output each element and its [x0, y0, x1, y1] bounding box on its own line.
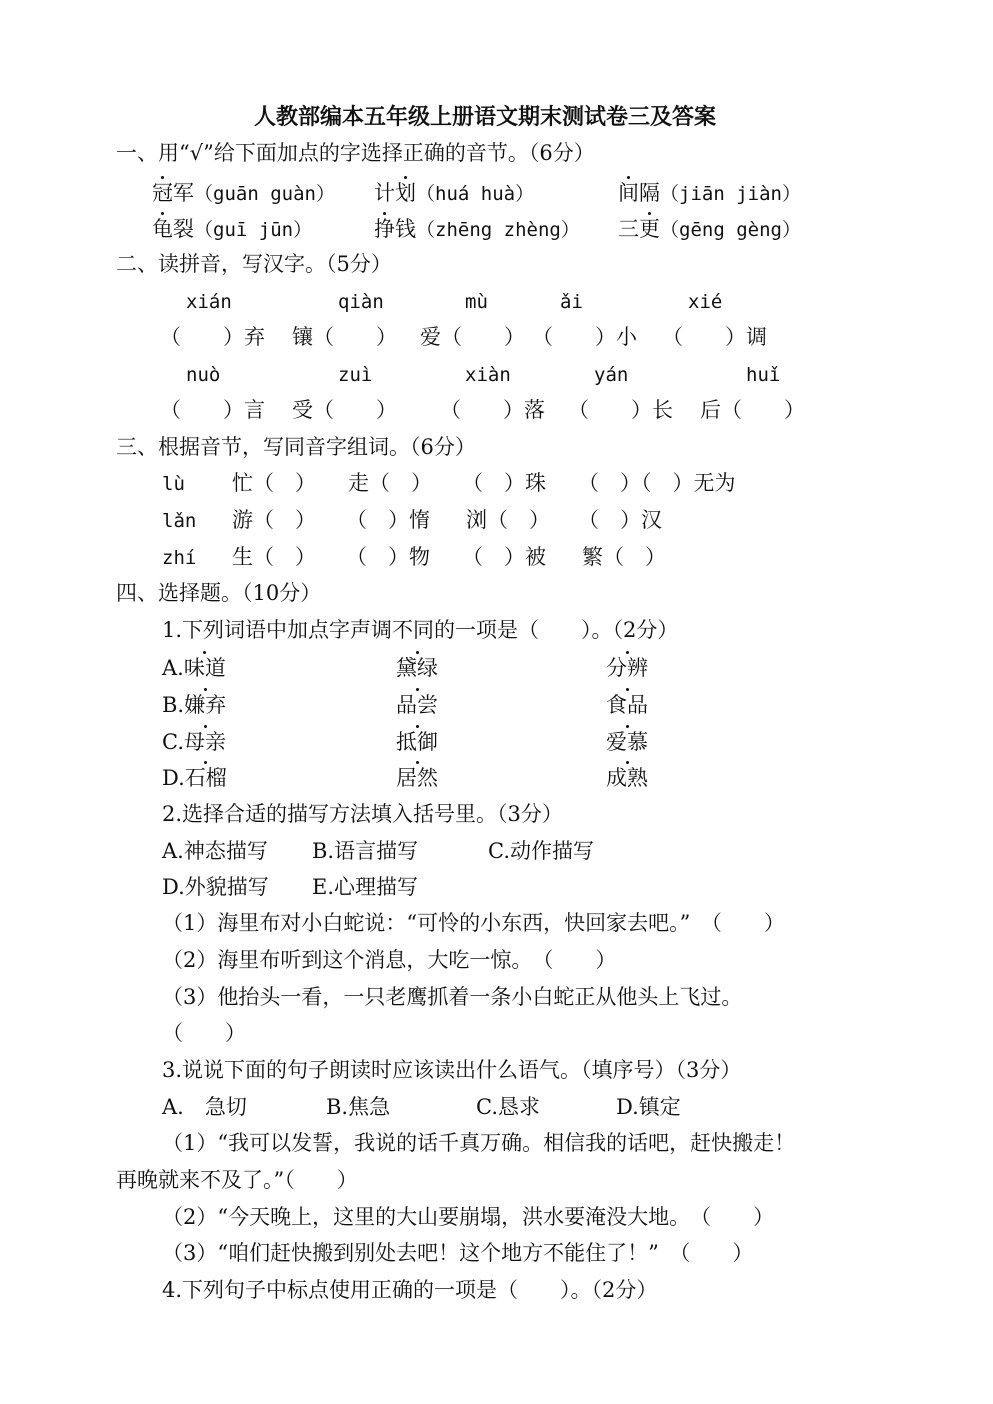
- q3-word: 浏（ ）: [466, 508, 550, 532]
- q2-blank: 后（ ）: [700, 398, 805, 422]
- q4-2-item: （ ）: [162, 1021, 246, 1045]
- q1-item-3: 间隔（jiān jiàn）: [618, 181, 801, 205]
- q4-1-option-c-word: 抵御: [396, 730, 438, 754]
- q4-1-option-b: B.嫌弃: [162, 693, 227, 717]
- q2-pinyin: xián: [186, 291, 232, 313]
- q4-3-option: C.恳求: [476, 1095, 540, 1119]
- q3-word: （ ）惰: [346, 508, 430, 532]
- q4-2-option: D.外貌描写: [162, 875, 269, 899]
- q2-blank: （ ）弃: [160, 325, 265, 349]
- q2-pinyin: xiàn: [465, 364, 511, 386]
- q4-1-option-b-word: 食品: [606, 693, 648, 717]
- q3-word: 忙（ ）: [232, 471, 316, 495]
- q3-pinyin: lǎn: [162, 510, 197, 532]
- q2-blank: （ ）言: [160, 398, 265, 422]
- q4-1-option-b-word: 品尝: [396, 693, 438, 717]
- q4-1-option-d-word: 居然: [396, 766, 438, 790]
- q4-2-item: （1）海里布对小白蛇说：“可怜的小东西，快回家去吧。” （ ）: [162, 911, 785, 935]
- q3-word: （ ）物: [346, 545, 430, 569]
- q3-word: 游（ ）: [232, 508, 316, 532]
- q1-item-5: 挣钱（zhēng zhèng）: [374, 217, 580, 241]
- q2-blank: 受（ ）: [292, 398, 397, 422]
- q3-word: （ ）珠: [462, 471, 546, 495]
- q2-blank: （ ）调: [662, 325, 767, 349]
- q4-3-question: 3.说说下面的句子朗读时应该读出什么语气。（填序号）（3分）: [162, 1058, 742, 1082]
- q2-blank: 镶（ ）: [292, 325, 397, 349]
- q4-1-option-c: C.母亲: [162, 730, 226, 754]
- q4-3-option: D.镇定: [616, 1095, 681, 1119]
- q2-pinyin: huǐ: [746, 364, 781, 386]
- q2-pinyin: nuò: [186, 364, 221, 386]
- q3-pinyin: lù: [162, 473, 185, 495]
- q4-2-item: （3）他抬头一看，一只老鹰抓着一条小白蛇正从他头上飞过。: [162, 985, 743, 1009]
- q2-pinyin: zuì: [338, 364, 373, 386]
- q4-1-option-a-word: 黛绿: [396, 656, 438, 680]
- q4-3-item: （1）“我可以发誓，我说的话千真万确。相信我的话吧，赶快搬走！: [162, 1131, 796, 1155]
- q4-heading: 四、选择题。（10分）: [116, 581, 322, 605]
- q4-2-item: （2）海里布听到这个消息，大吃一惊。 （ ）: [162, 948, 617, 972]
- q3-word: 走（ ）: [348, 471, 432, 495]
- q4-4-question: 4.下列句子中标点使用正确的一项是（ ）。（2分）: [162, 1278, 658, 1302]
- q1-item-4: 龟裂（guī jūn）: [152, 217, 313, 241]
- q2-blank: （ ）长: [568, 398, 673, 422]
- q2-pinyin: qiàn: [338, 291, 384, 313]
- q4-3-item: （2）“今天晚上，这里的大山要崩塌，洪水要淹没大地。 （ ）: [162, 1205, 775, 1229]
- q4-1-option-d: D.石榴: [162, 766, 227, 790]
- q3-pinyin: zhí: [162, 547, 197, 569]
- q4-3-item: 再晚就来不及了。”（ ）: [116, 1168, 358, 1192]
- q4-2-option: B.语言描写: [312, 839, 419, 863]
- q3-word: 生（ ）: [232, 545, 316, 569]
- q4-3-option: B.焦急: [326, 1095, 391, 1119]
- q3-word: （ ）（ ）无为: [578, 471, 736, 495]
- q3-word: （ ）被: [462, 545, 546, 569]
- page-title: 人教部编本五年级上册语文期末测试卷三及答案: [254, 104, 717, 130]
- q2-pinyin: ǎi: [560, 291, 583, 313]
- q2-pinyin: yán: [594, 364, 629, 386]
- q1-item-2: 计划（huá huà）: [374, 181, 535, 205]
- q4-1-option-a: A.味道: [162, 656, 226, 680]
- q4-2-option: E.心理描写: [312, 875, 419, 899]
- q2-blank: （ ）小: [532, 325, 637, 349]
- q4-2-question: 2.选择合适的描写方法填入括号里。（3分）: [162, 802, 563, 826]
- q4-2-option: A.神态描写: [162, 839, 268, 863]
- q4-1-option-a-word: 分辨: [606, 656, 648, 680]
- q2-pinyin: mù: [465, 291, 488, 313]
- q2-heading: 二、读拼音，写汉字。（5分）: [116, 252, 392, 276]
- q4-1-option-c-word: 爱慕: [606, 730, 648, 754]
- q4-1-option-d-word: 成熟: [606, 766, 648, 790]
- q4-2-option: C.动作描写: [488, 839, 594, 863]
- q3-heading: 三、根据音节，写同音字组词。（6分）: [116, 435, 476, 459]
- q2-blank: 爱（ ）: [420, 325, 525, 349]
- q3-word: 繁（ ）: [582, 545, 666, 569]
- q1-item-1: 冠军（guān guàn）: [152, 181, 335, 205]
- q2-pinyin: xié: [688, 291, 723, 313]
- q1-item-6: 三更（gēng gèng）: [618, 217, 801, 241]
- q4-3-item: （3）“咱们赶快搬到别处去吧！这个地方不能住了！” （ ）: [162, 1241, 754, 1265]
- q4-3-option: A. 急切: [162, 1095, 247, 1119]
- q2-blank: （ ）落: [440, 398, 545, 422]
- q4-1-question: 1.下列词语中加点字声调不同的一项是（ ）。（2分）: [162, 618, 679, 642]
- q3-word: （ ）汉: [578, 508, 662, 532]
- q1-heading: 一、用“√”给下面加点的字选择正确的音节。（6分）: [116, 141, 595, 165]
